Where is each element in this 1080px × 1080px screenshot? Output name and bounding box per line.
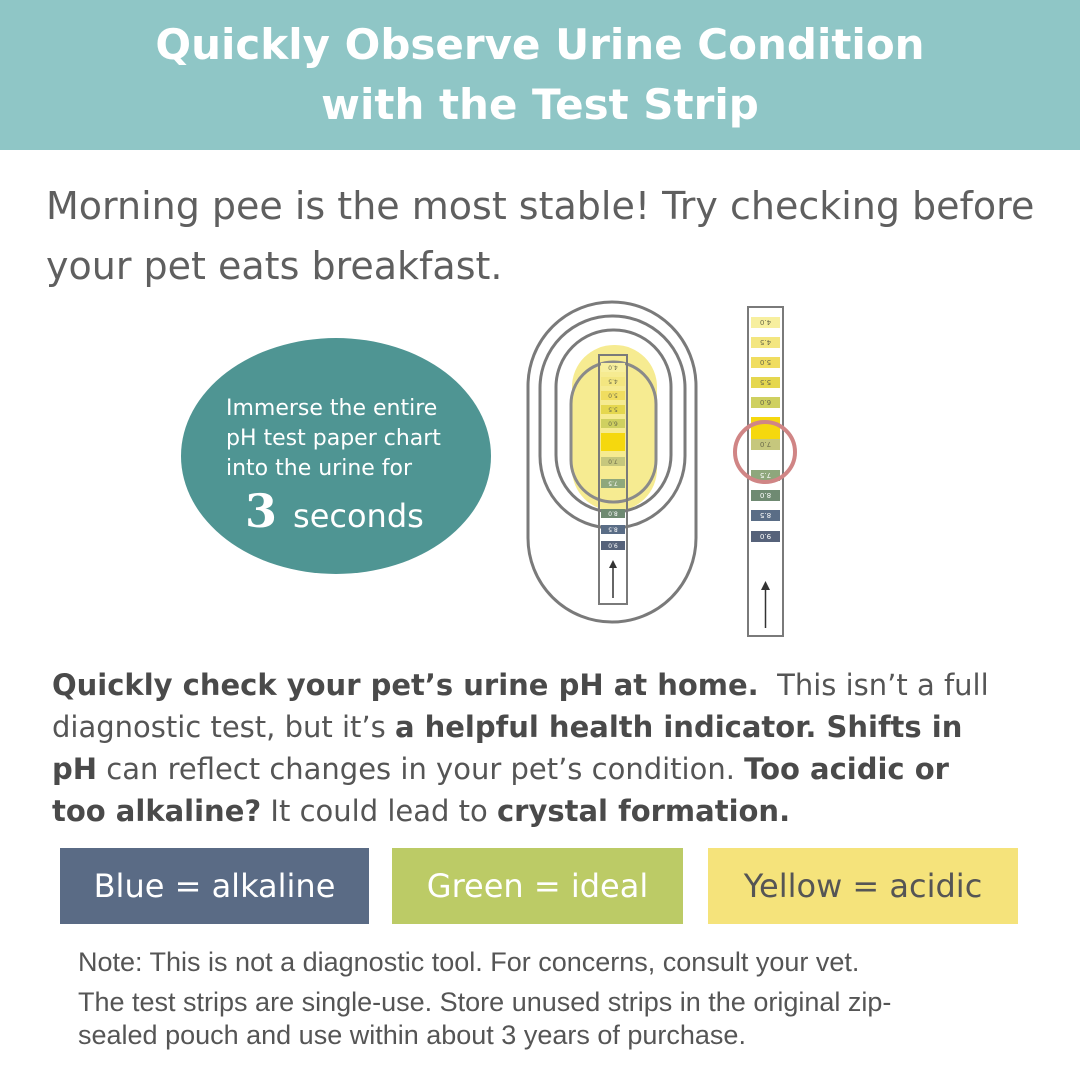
paragraph-text2: diagnostic test, but it’s [52, 710, 386, 744]
note-diagnostic: Note: This is not a diagnostic tool. For concerns, consult your vet. [78, 947, 860, 977]
legend-yellow-acidic: Yellow = acidic [708, 848, 1018, 924]
ph-label: 5.5 [759, 378, 772, 387]
ph-label: 4.0 [608, 363, 618, 371]
ph-label: 4.5 [759, 338, 772, 347]
legend-blue-alkaline: Blue = alkaline [60, 848, 369, 924]
ph-label: 8.0 [608, 509, 618, 517]
paragraph-bold3: pH [52, 752, 98, 786]
paragraph-text3: can reflect changes in your pet’s condition. [106, 752, 735, 786]
ph-label: 5.0 [608, 391, 618, 399]
note-storage [78, 986, 1058, 1052]
legend-green-ideal: Green = ideal [392, 848, 683, 924]
ph-label: 6.0 [608, 419, 618, 427]
ph-label: 5.5 [608, 405, 618, 413]
ph-label: 6.0 [759, 398, 772, 407]
ph-label: 4.0 [759, 318, 772, 327]
duration-number: 3 [245, 484, 278, 538]
instruction-line3: into the urine for [226, 456, 413, 481]
ph-label: 5.0 [759, 358, 772, 367]
note-storage-line1: The test strips are single-use. Store unused strips in the original zip- [78, 987, 892, 1017]
notes [78, 944, 1058, 1052]
ph-label: 9.0 [759, 532, 772, 541]
intro-line1: Morning pee is the most stable! Try checking before [46, 184, 1035, 228]
paragraph-bold6: crystal formation. [496, 794, 791, 828]
page-title-line1: Quickly Observe Urine Condition [155, 20, 925, 69]
paragraph-bold1: Quickly check your pet’s urine pH at home. [52, 668, 759, 702]
paragraph-text4: It could lead to [270, 794, 488, 828]
ph-label: 8.5 [759, 511, 772, 520]
ph-label: 9.0 [608, 541, 618, 549]
ph-label: 8.5 [608, 525, 618, 533]
arrow-up-head-icon [761, 581, 770, 590]
ph-label: 4.5 [608, 377, 618, 385]
paragraph-text1: This isn’t a full [777, 668, 989, 702]
instruction-line1: Immerse the entire [226, 396, 438, 421]
ph-pad [601, 433, 625, 451]
paragraph-line2 [52, 706, 1042, 748]
paragraph-bold4: Too acidic or [744, 752, 949, 786]
paragraph-bold5: too alkaline? [52, 794, 262, 828]
ph-label: 7.5 [759, 471, 772, 480]
page-title-line2: with the Test Strip [321, 80, 759, 129]
ph-label: 8.0 [759, 491, 772, 500]
arrow-up-head-icon [609, 560, 617, 568]
note-storage-line2: sealed pouch and use within about 3 years of purchase. [78, 1020, 746, 1050]
description-paragraph [52, 664, 1042, 832]
reference-strip [735, 307, 795, 636]
paragraph-line4 [52, 790, 1042, 832]
paragraph-line1 [52, 664, 1042, 706]
dipped-strip [599, 355, 627, 604]
instruction-line2: pH test paper chart [226, 426, 441, 451]
duration-unit: seconds [293, 497, 424, 535]
intro-line2: your pet eats breakfast. [46, 244, 503, 288]
paragraph-line3 [52, 748, 1042, 790]
paragraph-bold2: a helpful health indicator. Shifts in [394, 710, 963, 744]
ph-label: 7.5 [608, 479, 618, 487]
ph-label: 7.0 [608, 457, 618, 465]
ph-label: 7.0 [759, 440, 772, 449]
